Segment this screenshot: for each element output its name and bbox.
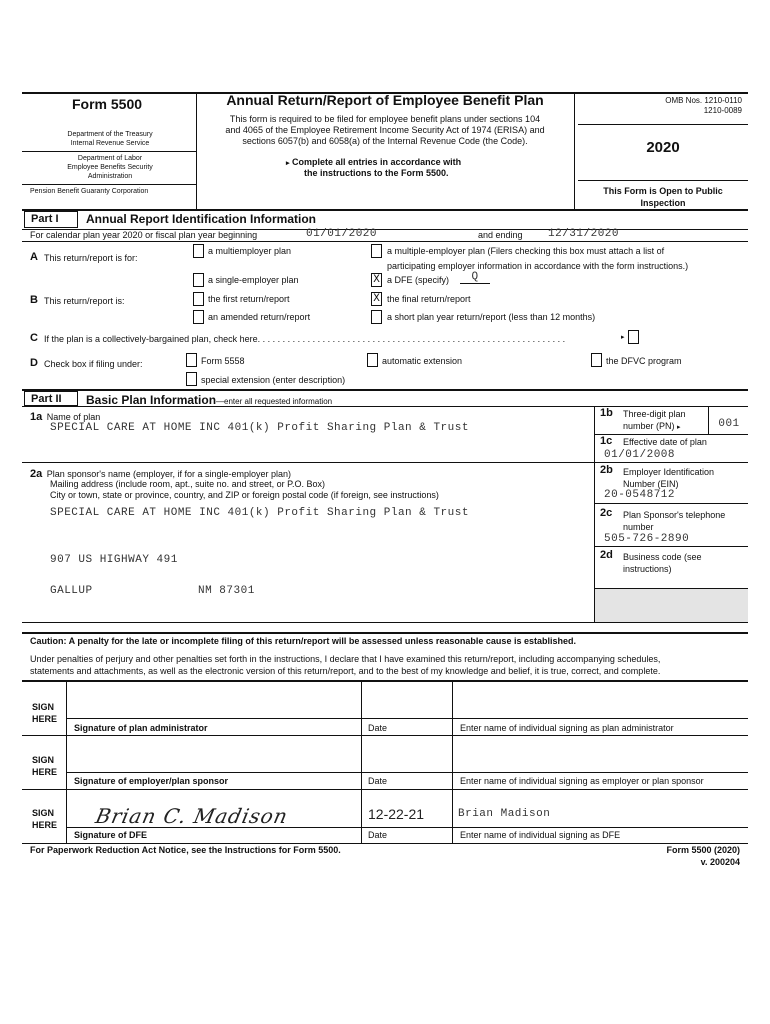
dfe-date-value[interactable]: 12-22-21: [368, 806, 425, 822]
multiple-employer-note: participating employer information in accordance with the form instructions.): [387, 261, 689, 271]
line-1c-label: Effective date of plan: [623, 437, 707, 447]
dfe-signer-name-value[interactable]: Brian Madison: [458, 808, 551, 820]
line-1b-label-1: Three-digit plan: [623, 409, 686, 419]
dfe-checkbox[interactable]: X: [371, 273, 382, 287]
dfvc-program-label: the DFVC program: [606, 356, 682, 366]
line-2a: 2a Plan sponsor's name (employer, if for a single-employer plan): [30, 468, 292, 480]
final-return-checkbox[interactable]: X: [371, 292, 382, 306]
special-extension-checkbox[interactable]: [186, 372, 197, 386]
collectively-bargained-checkbox[interactable]: [628, 330, 639, 344]
arrow-right-icon: ▸: [677, 424, 681, 431]
sponsor-date-label: Date: [368, 776, 388, 786]
plan-admin-date-label: Date: [368, 723, 388, 733]
open-to-public-1: This Form is Open to Public: [603, 186, 723, 196]
dfe-name-label: Enter name of individual signing as DFE: [460, 830, 621, 840]
sign-here-1: SIGN HERE: [32, 702, 58, 724]
complete-entries-1: ▸ Complete all entries in accordance with: [286, 157, 462, 167]
part-2-title: Basic Plan Information—enter all requested information: [86, 393, 333, 407]
paperwork-notice: For Paperwork Reduction Act Notice, see the Instructions for Form 5500.: [30, 845, 341, 855]
automatic-extension-checkbox[interactable]: [367, 353, 378, 367]
plan-admin-name-label: Enter name of individual signing as plan administrator: [460, 723, 674, 733]
form-version: v. 200204: [700, 857, 740, 867]
line-1b-number: 1b: [600, 407, 613, 419]
single-employer-label: a single-employer plan: [208, 275, 299, 285]
caution-title: Caution: A penalty for the late or incomplete filing of this return/report will be assessed unless reasonable cause is established.: [30, 636, 576, 646]
line-1b-label-2: number (PN) ▸: [623, 421, 681, 431]
sponsor-address-value[interactable]: 907 US HIGHWAY 491: [50, 554, 178, 566]
perjury-text-1: Under penalties of perjury and other penalties set forth in the instructions, I declare that I have examined this return/report, including accompanying schedules,: [30, 654, 661, 664]
line-2c-number: 2c: [600, 507, 613, 519]
form-description-1: This form is required to be filed for employee benefit plans under sections 104: [229, 114, 541, 124]
line-2a-label-2: Mailing address (include room, apt., suite no. and street, or P.O. Box): [50, 479, 325, 489]
amended-return-checkbox[interactable]: [193, 310, 204, 324]
line-2d-label-2: instructions): [623, 564, 672, 574]
ebsa-label: Employee Benefits Security: [67, 164, 153, 171]
line-1a: 1a Name of plan: [30, 411, 101, 423]
form-label: Form 5500: [72, 96, 143, 112]
automatic-extension-label: automatic extension: [382, 356, 463, 366]
dfvc-program-checkbox[interactable]: [591, 353, 602, 367]
short-plan-year-label: a short plan year return/report (less than 12 months): [387, 312, 596, 322]
amended-return-label: an amended return/report: [208, 312, 311, 322]
pbgc-label: Pension Benefit Guaranty Corporation: [30, 188, 149, 195]
ebsa-label-2: Administration: [87, 173, 133, 180]
line-2d-label-1: Business code (see: [623, 552, 702, 562]
arrow-right-icon: ▸: [621, 334, 625, 341]
open-to-public-2: Inspection: [640, 198, 686, 208]
final-return-label: the final return/report: [387, 294, 471, 304]
multiemployer-checkbox[interactable]: [193, 244, 204, 258]
dept-treasury: Department of the Treasury: [67, 131, 153, 138]
form-description-2: and 4065 of the Employee Retirement Income Security Act of 1974 (ERISA) and: [225, 125, 545, 135]
sponsor-name-label: Enter name of individual signing as employer or plan sponsor: [460, 776, 704, 786]
calendar-year-label: For calendar plan year 2020 or fiscal plan year beginning: [30, 230, 258, 240]
arrow-right-icon: ▸: [286, 160, 290, 167]
phone-value[interactable]: 505-726-2890: [604, 533, 690, 545]
part-1-title: Annual Report Identification Information: [86, 212, 316, 226]
business-code-field[interactable]: [595, 588, 748, 622]
short-plan-year-checkbox[interactable]: [371, 310, 382, 324]
dfe-signature[interactable]: Brian C. Madison: [93, 804, 291, 828]
single-employer-checkbox[interactable]: [193, 273, 204, 287]
omb-number-2: 1210-0089: [703, 106, 742, 115]
irs-label: Internal Revenue Service: [70, 140, 150, 147]
line-2c-label-2: number: [623, 522, 654, 532]
form-description-3: sections 6057(b) and 6058(a) of the Internal Revenue Code (the Code).: [242, 136, 528, 146]
line-2a-label-3: City or town, state or province, country, and ZIP or foreign postal code (if foreign, see instructions): [50, 490, 439, 500]
part-1-label: Part I: [24, 211, 78, 228]
line-d-label: Check box if filing under:: [44, 359, 143, 369]
line-c-label: If the plan is a collectively-bargained plan, check here. . . . . . . . . . . . . . . . . . . . . . . . . . . . . . . . . . . . . . . . . . . . . . . . . . . . . . . . . . . . . .: [44, 334, 566, 344]
sign-here-2: SIGN HERE: [32, 755, 58, 777]
first-return-checkbox[interactable]: [193, 292, 204, 306]
sponsor-city-value[interactable]: GALLUP: [50, 585, 93, 597]
ein-value[interactable]: 20-0548712: [604, 489, 676, 501]
special-extension-label: special extension (enter description): [201, 375, 346, 385]
form-title: Annual Return/Report of Employee Benefit Plan: [226, 92, 544, 108]
dfe-signature-label: Signature of DFE: [74, 830, 148, 840]
sponsor-state-zip-value[interactable]: NM 87301: [198, 585, 255, 597]
plan-number-value[interactable]: 001: [718, 418, 740, 430]
multiple-employer-label: a multiple-employer plan (Filers checking this box must attach a list of: [387, 246, 665, 256]
line-2b-label-1: Employer Identification: [623, 467, 715, 477]
line-2c-label-1: Plan Sponsor's telephone: [623, 510, 726, 520]
line-a-letter: A: [30, 251, 38, 263]
multiple-employer-checkbox[interactable]: [371, 244, 382, 258]
sponsor-name-value[interactable]: SPECIAL CARE AT HOME INC 401(k) Profit Sharing Plan & Trust: [50, 507, 469, 519]
line-2d-number: 2d: [600, 549, 613, 561]
complete-entries-2: the instructions to the Form 5500.: [304, 168, 449, 178]
dfe-label: a DFE (specify): [387, 275, 450, 285]
line-2b-label-2: Number (EIN): [623, 479, 679, 489]
plan-admin-signature-label: Signature of plan administrator: [74, 723, 208, 733]
line-a-label: This return/report is for:: [44, 253, 138, 263]
and-ending-label: and ending: [478, 230, 523, 240]
form-5558-label: Form 5558: [201, 356, 245, 366]
form-5558-checkbox[interactable]: [186, 353, 197, 367]
plan-year-end[interactable]: 12/31/2020: [548, 228, 620, 240]
line-1c-number: 1c: [600, 435, 613, 447]
sponsor-signature-label: Signature of employer/plan sponsor: [74, 776, 229, 786]
line-d-letter: D: [30, 357, 38, 369]
multiemployer-label: a multiemployer plan: [208, 246, 292, 256]
effective-date-value[interactable]: 01/01/2008: [604, 449, 676, 461]
omb-number: OMB Nos. 1210-0110: [665, 96, 742, 105]
line-2b-number: 2b: [600, 464, 613, 476]
first-return-label: the first return/report: [208, 294, 290, 304]
perjury-text-2: statements and attachments, as well as the electronic version of this return/report, and to the best of my knowledge and belief, it is true, correct, and complete.: [30, 666, 661, 676]
sign-here-3: SIGN HERE: [32, 808, 58, 830]
line-b-letter: B: [30, 294, 38, 306]
dept-labor: Department of Labor: [77, 155, 143, 162]
tax-year: 2020: [646, 139, 680, 156]
dfe-specify[interactable]: Q: [460, 271, 490, 284]
plan-name-value[interactable]: SPECIAL CARE AT HOME INC 401(k) Profit Sharing Plan & Trust: [50, 422, 469, 434]
form-reference: Form 5500 (2020): [666, 845, 740, 855]
plan-year-begin[interactable]: 01/01/2020: [306, 228, 378, 240]
dfe-date-label: Date: [368, 830, 388, 840]
line-c-letter: C: [30, 332, 38, 344]
part-2-label: Part II: [24, 391, 78, 406]
line-b-label: This return/report is:: [44, 296, 125, 306]
